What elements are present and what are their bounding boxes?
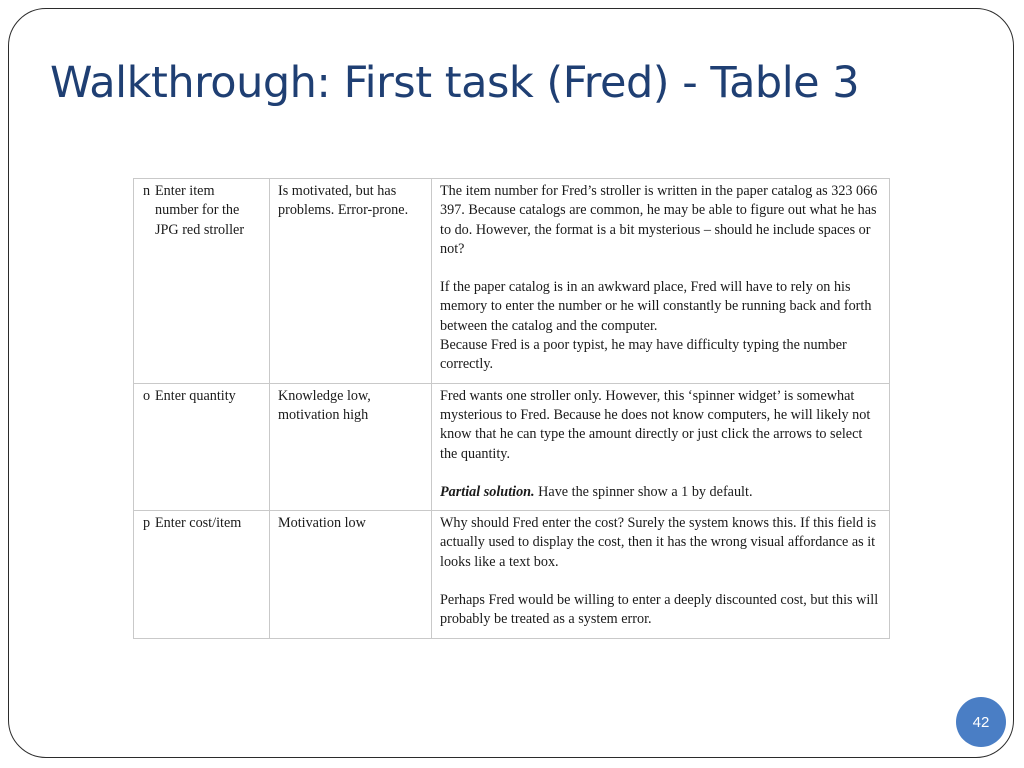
difficulty-text: Knowledge low, motivation high [278, 387, 371, 423]
step-marker: o [143, 387, 151, 404]
solution-paragraph [440, 483, 881, 502]
comment-paragraph: Perhaps Fred would be willing to enter a deeply discounted cost, but this will probably be treated as a system error. [440, 592, 879, 628]
difficulty-text: Motivation low [278, 515, 366, 532]
slide-title: Walkthrough: First task (Fred) - Table 3 [50, 58, 860, 108]
table-row [134, 511, 889, 638]
comment-paragraph: The item number for Fred’s stroller is written in the paper catalog as 323 066 397. Because catalogs are common, he may be able to figure out what he has to do. However, the format is a bit mysterious – should he include spaces or not? [440, 183, 878, 257]
comment-paragraph [440, 278, 881, 374]
comment-line: Because Fred is a poor typist, he may have difficulty typing the number correctly. [440, 337, 847, 373]
table-row [134, 383, 889, 510]
comment-cell [432, 511, 890, 638]
comment-cell [432, 179, 890, 383]
step-marker: p [143, 515, 151, 532]
solution-label: Partial solution. [440, 483, 535, 500]
comment-paragraph: Why should Fred enter the cost? Surely the system knows this. If this field is actually used to display the cost, then it has the wrong visual affordance as it looks like a text box. [440, 515, 877, 570]
step-text: Enter item number for the JPG red stroller [155, 183, 245, 238]
comment-cell [432, 383, 890, 510]
page-number: 42 [972, 713, 990, 731]
difficulty-cell [270, 179, 432, 383]
comment-paragraph: Fred wants one stroller only. However, this ‘spinner widget’ is somewhat mysterious to Fred. Because he does not know computers, he will likely not know that he can type the amount directly or just click the arrows to select the quantity. [440, 387, 871, 462]
difficulty-cell [270, 383, 432, 510]
difficulty-text: Is motivated, but has problems. Error-prone. [278, 183, 409, 219]
walkthrough-table-image [133, 178, 890, 639]
step-cell [134, 511, 270, 638]
page-number-badge [956, 697, 1006, 747]
step-cell [134, 383, 270, 510]
step-text: Enter cost/item [155, 515, 242, 532]
walkthrough-table [134, 179, 889, 638]
step-cell [134, 179, 270, 383]
difficulty-cell [270, 511, 432, 638]
step-text: Enter quantity [155, 387, 236, 404]
step-marker: n [143, 183, 151, 199]
comment-line: If the paper catalog is in an awkward place, Fred will have to rely on his memory to enter the number or he will constantly be running back and forth between the catalog and the computer. [440, 279, 872, 334]
table-row [134, 179, 889, 383]
solution-text: Have the spinner show a 1 by default. [534, 483, 753, 500]
